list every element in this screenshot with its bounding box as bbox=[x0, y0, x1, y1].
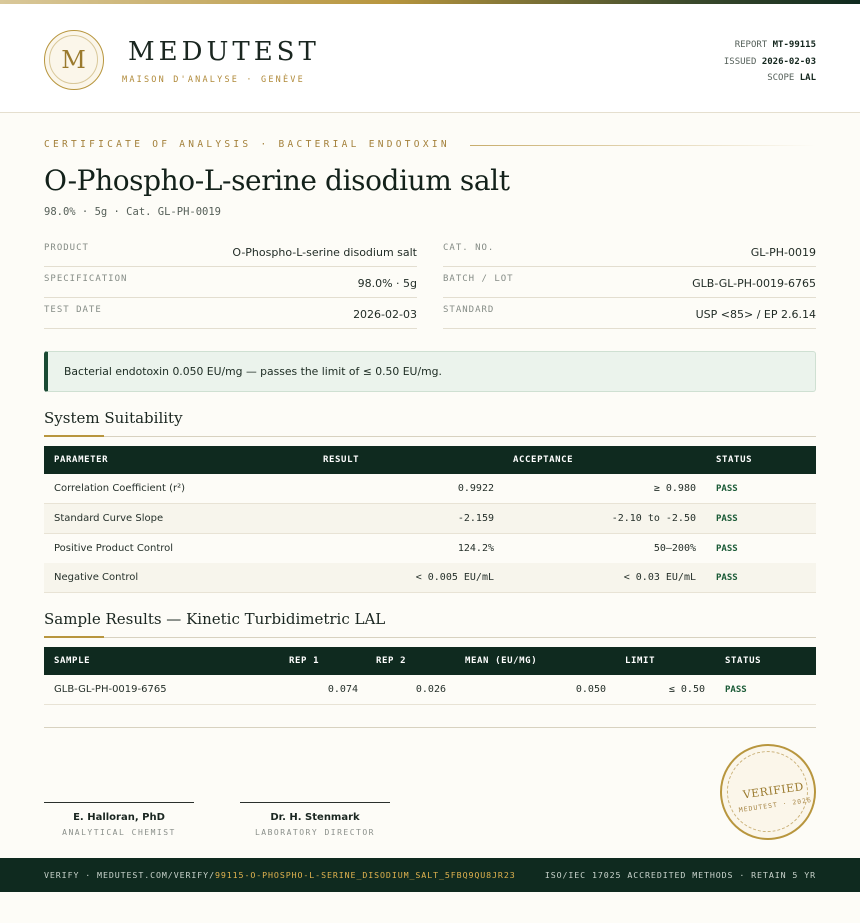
footer-accreditation: ISO/IEC 17025 ACCREDITED METHODS · RETAIN 5 YR bbox=[544, 870, 816, 880]
verify-code: 99115-O-PHOSPHO-L-SERINE_DISODIUM_SALT_5FBQ9QU8JR23 bbox=[214, 870, 516, 880]
notice-text: Bacterial endotoxin 0.050 EU/mg — passes the limit of ≤ 0.50 EU/mg. bbox=[64, 365, 442, 378]
signature-analyst: E. Halloran, PhD ANALYTICAL CHEMIST bbox=[44, 802, 194, 837]
samples-table-header bbox=[44, 647, 816, 675]
th-sample: SAMPLE bbox=[54, 656, 91, 666]
detail-standard: STANDARD USP <85> / EP 2.6.14 bbox=[443, 298, 816, 329]
signature-divider bbox=[44, 727, 816, 728]
detail-cat-no: CAT. NO. GL-PH-0019 bbox=[443, 236, 816, 267]
page-title: O-Phospho-L-serine disodium salt bbox=[44, 164, 510, 197]
th-rep2: REP 2 bbox=[376, 656, 407, 666]
table-row: Standard Curve Slope -2.159 -2.10 to -2.50 PASS bbox=[44, 504, 816, 534]
th-acceptance: ACCEPTANCE bbox=[513, 455, 574, 465]
th-status: STATUS bbox=[725, 656, 762, 666]
detail-product: PRODUCT O-Phospho-L-serine disodium salt bbox=[44, 236, 417, 267]
suitability-rule bbox=[44, 436, 816, 437]
page-subtitle: 98.0% · 5g · Cat. GL-PH-0019 bbox=[44, 206, 222, 218]
th-limit: LIMIT bbox=[625, 656, 656, 666]
table-row: Correlation Coefficient (r²) 0.9922 ≥ 0.980 PASS bbox=[44, 474, 816, 504]
th-result: RESULT bbox=[323, 455, 360, 465]
report-meta bbox=[724, 37, 816, 87]
brand-name: MEDUTEST bbox=[128, 37, 320, 67]
eyebrow-rule bbox=[470, 145, 816, 146]
document-eyebrow: CERTIFICATE OF ANALYSIS · BACTERIAL ENDOTOXIN bbox=[44, 139, 450, 150]
status-badge: PASS bbox=[716, 514, 738, 524]
suitability-title: System Suitability bbox=[44, 409, 183, 427]
th-parameter: PARAMETER bbox=[54, 455, 109, 465]
meta-issued: ISSUED 2026-02-03 bbox=[723, 56, 816, 67]
verify-link[interactable]: VERIFY · MEDUTEST.COM/VERIFY/99115-O-PHOSPHO-L-SERINE_DISODIUM_SALT_5FBQ9QU8JR23 bbox=[44, 870, 516, 880]
result-notice bbox=[44, 351, 816, 392]
brand-logo bbox=[44, 30, 104, 90]
status-badge: PASS bbox=[716, 544, 738, 554]
meta-report: REPORT MT-99115 bbox=[734, 40, 816, 50]
meta-scope: SCOPE LAL bbox=[767, 73, 816, 83]
brand-tagline: MAISON D'ANALYSE · GENÈVE bbox=[122, 75, 305, 85]
detail-test-date: TEST DATE 2026-02-03 bbox=[44, 298, 417, 329]
suitability-table-header bbox=[44, 446, 816, 474]
verified-stamp: VERIFIED MEDUTEST · 2026 bbox=[714, 738, 822, 846]
detail-batch-lot: BATCH / LOT GLB-GL-PH-0019-6765 bbox=[443, 267, 816, 298]
samples-title: Sample Results — Kinetic Turbidimetric LAL bbox=[44, 610, 386, 628]
footer bbox=[0, 858, 860, 892]
status-badge: PASS bbox=[716, 573, 738, 583]
status-badge: PASS bbox=[716, 484, 738, 494]
table-row: Negative Control < 0.005 EU/mL < 0.03 EU/mL PASS bbox=[44, 563, 816, 593]
th-status: STATUS bbox=[716, 455, 753, 465]
th-mean: MEAN (EU/MG) bbox=[465, 656, 538, 666]
signature-director: Dr. H. Stenmark LABORATORY DIRECTOR bbox=[240, 802, 390, 837]
table-row: Positive Product Control 124.2% 50–200% PASS bbox=[44, 534, 816, 564]
suitability-accent bbox=[44, 435, 104, 437]
table-row: GLB-GL-PH-0019-6765 0.074 0.026 0.050 ≤ 0.50 PASS bbox=[44, 675, 816, 705]
status-badge: PASS bbox=[725, 685, 747, 695]
samples-accent bbox=[44, 636, 104, 638]
logo-letter: M bbox=[49, 35, 98, 84]
samples-rule bbox=[44, 637, 816, 638]
detail-specification: SPECIFICATION 98.0% · 5g bbox=[44, 267, 417, 298]
header bbox=[0, 4, 860, 113]
th-rep1: REP 1 bbox=[289, 656, 320, 666]
